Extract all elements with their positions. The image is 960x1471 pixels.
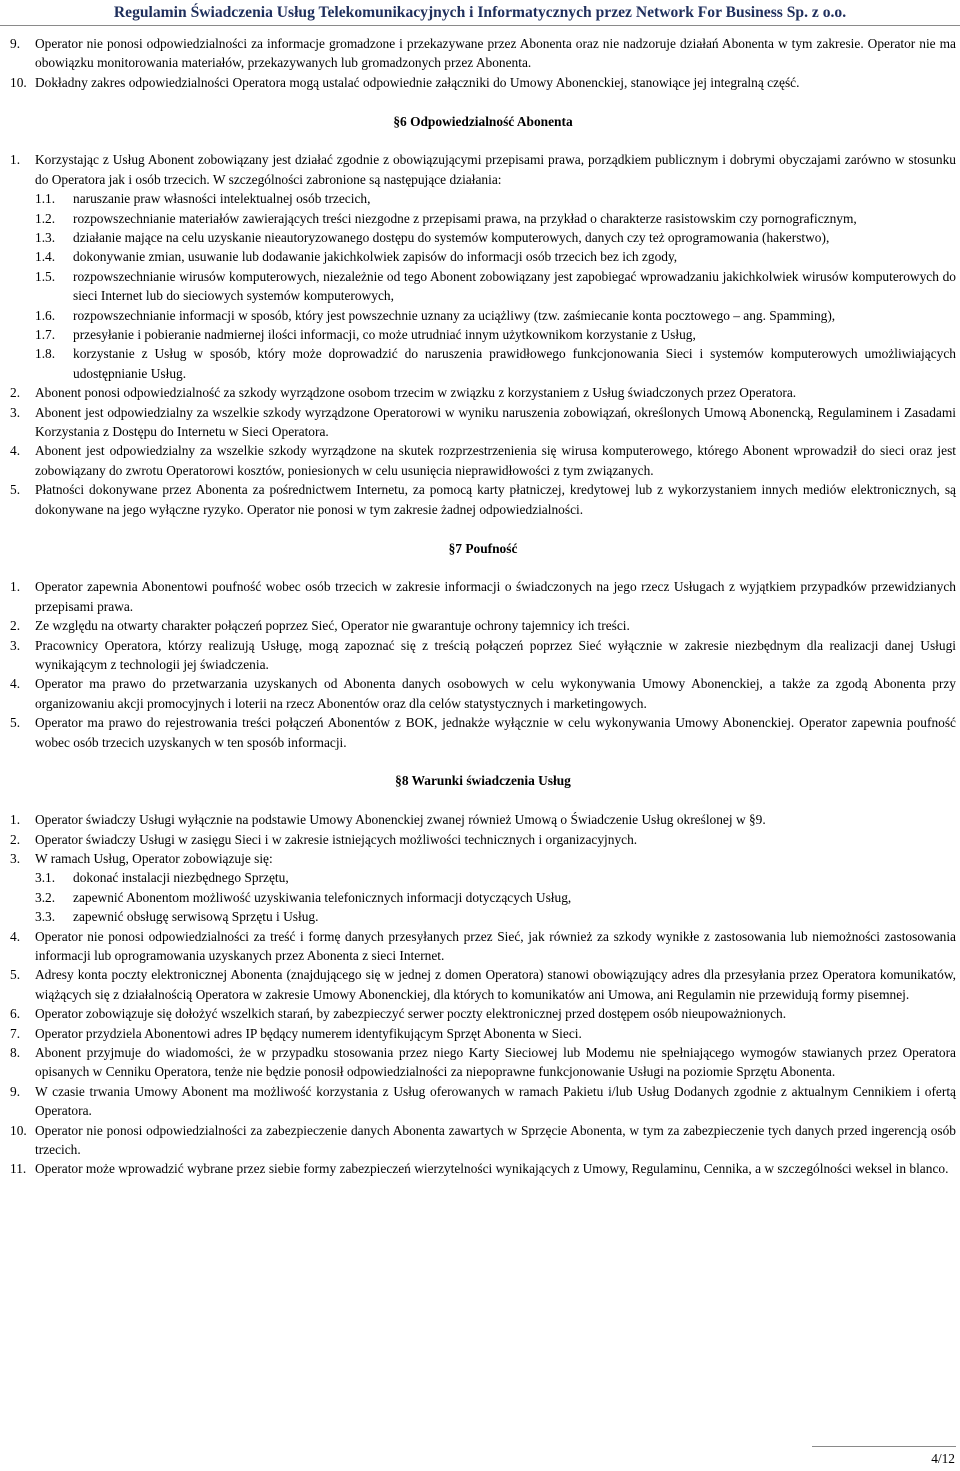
sub-list-item: 1.5. rozpowszechnianie wirusów komputerowych, niezależnie od tego Abonent zobowiązany jest zapobiegać wprowadzaniu jakichkolwiek wirusów komputerowych do sieci Internet lub do sieciowych systemów komputerowych, [35,268,956,304]
list-item: 6. Operator zobowiązuje się dołożyć wszelkich starań, by zabezpieczyć serwer poczty elektronicznej przed dostępem osób nieupoważnionych. [10,1006,787,1022]
list-item: 3. Abonent jest odpowiedzialny za wszelkie szkody wyrządzone Operatorowi w wyniku naruszenia zobowiązań, określonych Umową Abonencką, Regulaminem i Zasadami Korzystania z Dostępu do Internetu w Sieci Operatora. [10,404,956,440]
footer-divider [812,1446,956,1447]
list-item: 1. Operator świadczy Usługi wyłącznie na podstawie Umowy Abonenckiej zwanej również Umową o Świadczenie Usług określonej w §9. [10,812,766,828]
page-number: 4/12 [931,1451,955,1466]
document-body [10,34,956,1179]
list-item: 7. Operator przydziela Abonentowi adres IP będący numerem identyfikującym Sprzęt Abonenta w Sieci. [10,1025,582,1041]
list-item: 4. Operator nie ponosi odpowiedzialności za treść i formę danych przesyłanych przez Sieć, jak również za szkody wynikłe z zastosowania lub niemożności zastosowania informacji lub oprogramowania uzyskanych przez Abonenta z sieci Internet. [10,928,956,963]
list-item: 2. Operator świadczy Usługi w zasięgu Sieci i w zakresie istniejących możliwości technicznych i organizacyjnych. [10,831,638,847]
section-6-title: §6 Odpowiedzialność Abonenta [393,113,573,129]
list-item: 9. Operator nie ponosi odpowiedzialności za informacje gromadzone i przekazywane przez Abonenta oraz nie nadzoruje działań Abonenta w tym zakresie. Operator nie ma obowiązku monitorowania materiałów, przekazywanych lub gromadzonych przez Abonenta. [10,36,956,71]
list-item: 2. Ze względu na otwarty charakter połączeń poprzez Sieć, Operator nie gwarantuje ochrony tajemnicy ich treści. [10,618,630,634]
sub-list-item: 1.7. przesyłanie i pobieranie nadmiernej ilości informacji, co może utrudniać innym użytkownikom korzystanie z Usług, [35,327,696,343]
list-item: 10. Operator nie ponosi odpowiedzialności za zabezpieczenie danych Abonenta zawartych w Sprzęcie Abonenta, w tym za zabezpieczenie tych danych przed ingerencją osób trzecich. [10,1122,956,1158]
section-7-title: §7 Poufność [448,540,518,556]
list-item: 1. Korzystając z Usług Abonent zobowiązany jest działać zgodnie z obowiązującymi przepisami prawa, porządkiem publicznym i dobrymi obyczajami zarówno w stosunku do Operatora jak i osób trzecich. W szczególności zabronione są następujące działania: [10,152,956,187]
list-item: 1. Operator zapewnia Abonentowi poufność wobec osób trzecich w zakresie informacji o świadczonych na jego rzecz Usługach z wyjątkiem przypadków przewidzianych przepisami prawa. [10,579,956,614]
list-item: 2. Abonent ponosi odpowiedzialność za szkody wyrządzone osobom trzecim w związku z korzystaniem z Usług świadczonych przez Operatora. [10,385,797,401]
section-6 [10,150,956,519]
list-item: 5. Płatności dokonywane przez Abonenta za pośrednictwem Internetu, za pomocą karty płatniczej, kredytowej lub z wykorzystaniem innych mediów elektronicznych, są dokonywane na jego wyłączne ryzyko. Operator nie ponosi w tym zakresie żadnej odpowiedzialności. [10,482,956,517]
list-item: 8. Abonent przyjmuje do wiadomości, że w przypadku stosowania przez niego Karty Sieciowej lub Modemu nie spełniającego wymogów stawianych przez Operatora opisanych w Cenniku Operatora, tenże nie będzie ponosił odpowiedzialności za niepoprawne funkcjonowanie Usługi na poziomie Sprzętu Abonenta. [10,1044,956,1080]
list-item: 4. Operator ma prawo do przetwarzania uzyskanych od Abonenta danych osobowych w celu wykonywania Umowy Abonenckiej, a także za zgodą Abonenta przy organizowaniu akcji promocyjnych i loterii na rzecz Abonentów oraz dla celów statystycznych i marketingowych. [10,676,956,711]
section-8 [10,810,956,1179]
sub-list-item: 3.2. zapewnić Abonentom możliwość uzyskiwania telefonicznych informacji dotyczących Usług, [35,889,572,905]
list-item: 10. Dokładny zakres odpowiedzialności Operatora mogą ustalać odpowiednie załączniki do Umowy Abonenckiej, stanowiące jej integralną część. [10,74,800,90]
sub-list-item: 3.3. zapewnić obsługę serwisową Sprzętu i Usług. [35,909,319,925]
list-item: 5. Operator ma prawo do rejestrowania treści połączeń Abonentów z BOK, jednakże wyłącznie w celu wykonywania Umowy Abonenckiej. Operator zapewnia poufność wobec osób trzecich uzyskanych w ten sposób informacji. [10,715,956,750]
section-7 [10,577,956,752]
sub-list-item: 1.1. naruszanie praw własności intelektualnej osób trzecich, [35,191,371,207]
list-item: 9. W czasie trwania Umowy Abonent ma możliwość korzystania z Usług oferowanych w ramach Pakietu i/lub Usług Dodanych zgodnie z aktualnym Cennikiem i ofertą Operatora. [10,1083,956,1119]
sub-list-item: 1.4. dokonywanie zmian, usuwanie lub dodawanie jakichkolwiek zapisów do informacji osób trzecich bez ich zgody, [35,249,678,265]
list-item: 3. W ramach Usług, Operator zobowiązuje się: [10,850,273,866]
list-item: 3. Pracownicy Operatora, którzy realizują Usługę, mogą zapoznać się z treścią połączeń poprzez Sieć wyłącznie w zakresie niezbędnym dla realizacji danej Usługi wynikającym z technologii jej świadczenia. [10,637,956,672]
sub-list-item: 1.2. rozpowszechnianie materiałów zawierających treści niezgodne z przepisami prawa, na przykład o charakterze rasistowskim czy pornograficznym, [35,210,857,226]
list-item: 11. Operator może wprowadzić wybrane przez siebie formy zabezpieczeń wierzytelności wynikających z Umowy, Regulaminu, Cennika, a w szczególności weksel in blanco. [10,1161,949,1177]
sub-list-item: 3.1. dokonać instalacji niezbędnego Sprzętu, [35,870,289,886]
sub-list-item: 1.6. rozpowszechnianie informacji w sposób, który jest powszechnie uznany za uciążliwy (tzw. zaśmiecanie konta pocztowego – ang. Spamming), [35,307,836,323]
list-item: 4. Abonent jest odpowiedzialny za wszelkie szkody wyrządzone na skutek rozprzestrzenienia się wirusa komputerowego, którego Abonent wprowadził do sieci oraz jest zobowiązany do zwrotu Operatorowi kosztów, poniesionych w celu usunięcia nieprawidłowości z tym związanych. [10,443,956,478]
section-8-title: §8 Warunki świadczenia Usług [395,773,571,789]
header-divider [0,25,960,26]
top-items [10,34,956,92]
sub-list-item: 1.8. korzystanie z Usług w sposób, który może doprowadzić do naruszenia prawidłowego funkcjonowania Sieci i systemów komputerowych umożliwiających udostępnianie Usług. [35,346,956,381]
sub-list-item: 1.3. działanie mające na celu uzyskanie nieautoryzowanego dostępu do systemów komputerowych, danych czy też oprogramowania (hakerstwo), [35,230,830,246]
list-item: 5. Adresy konta poczty elektronicznej Abonenta (znajdującego się w jednej z domen Operatora) stanowi obowiązujący adres dla przesyłania przez Operatora komunikatów, wiążących się z działalnością Operatora w zakresie Umowy Abonenckiej, dla których to komunikatów ani Umowa, ani Regulamin nie przewidują formy pisemnej. [10,967,956,1002]
page-header-title: Regulamin Świadczenia Usług Telekomunikacyjnych i Informatycznych przez Network For Business Sp. z o.o. [113,4,847,21]
